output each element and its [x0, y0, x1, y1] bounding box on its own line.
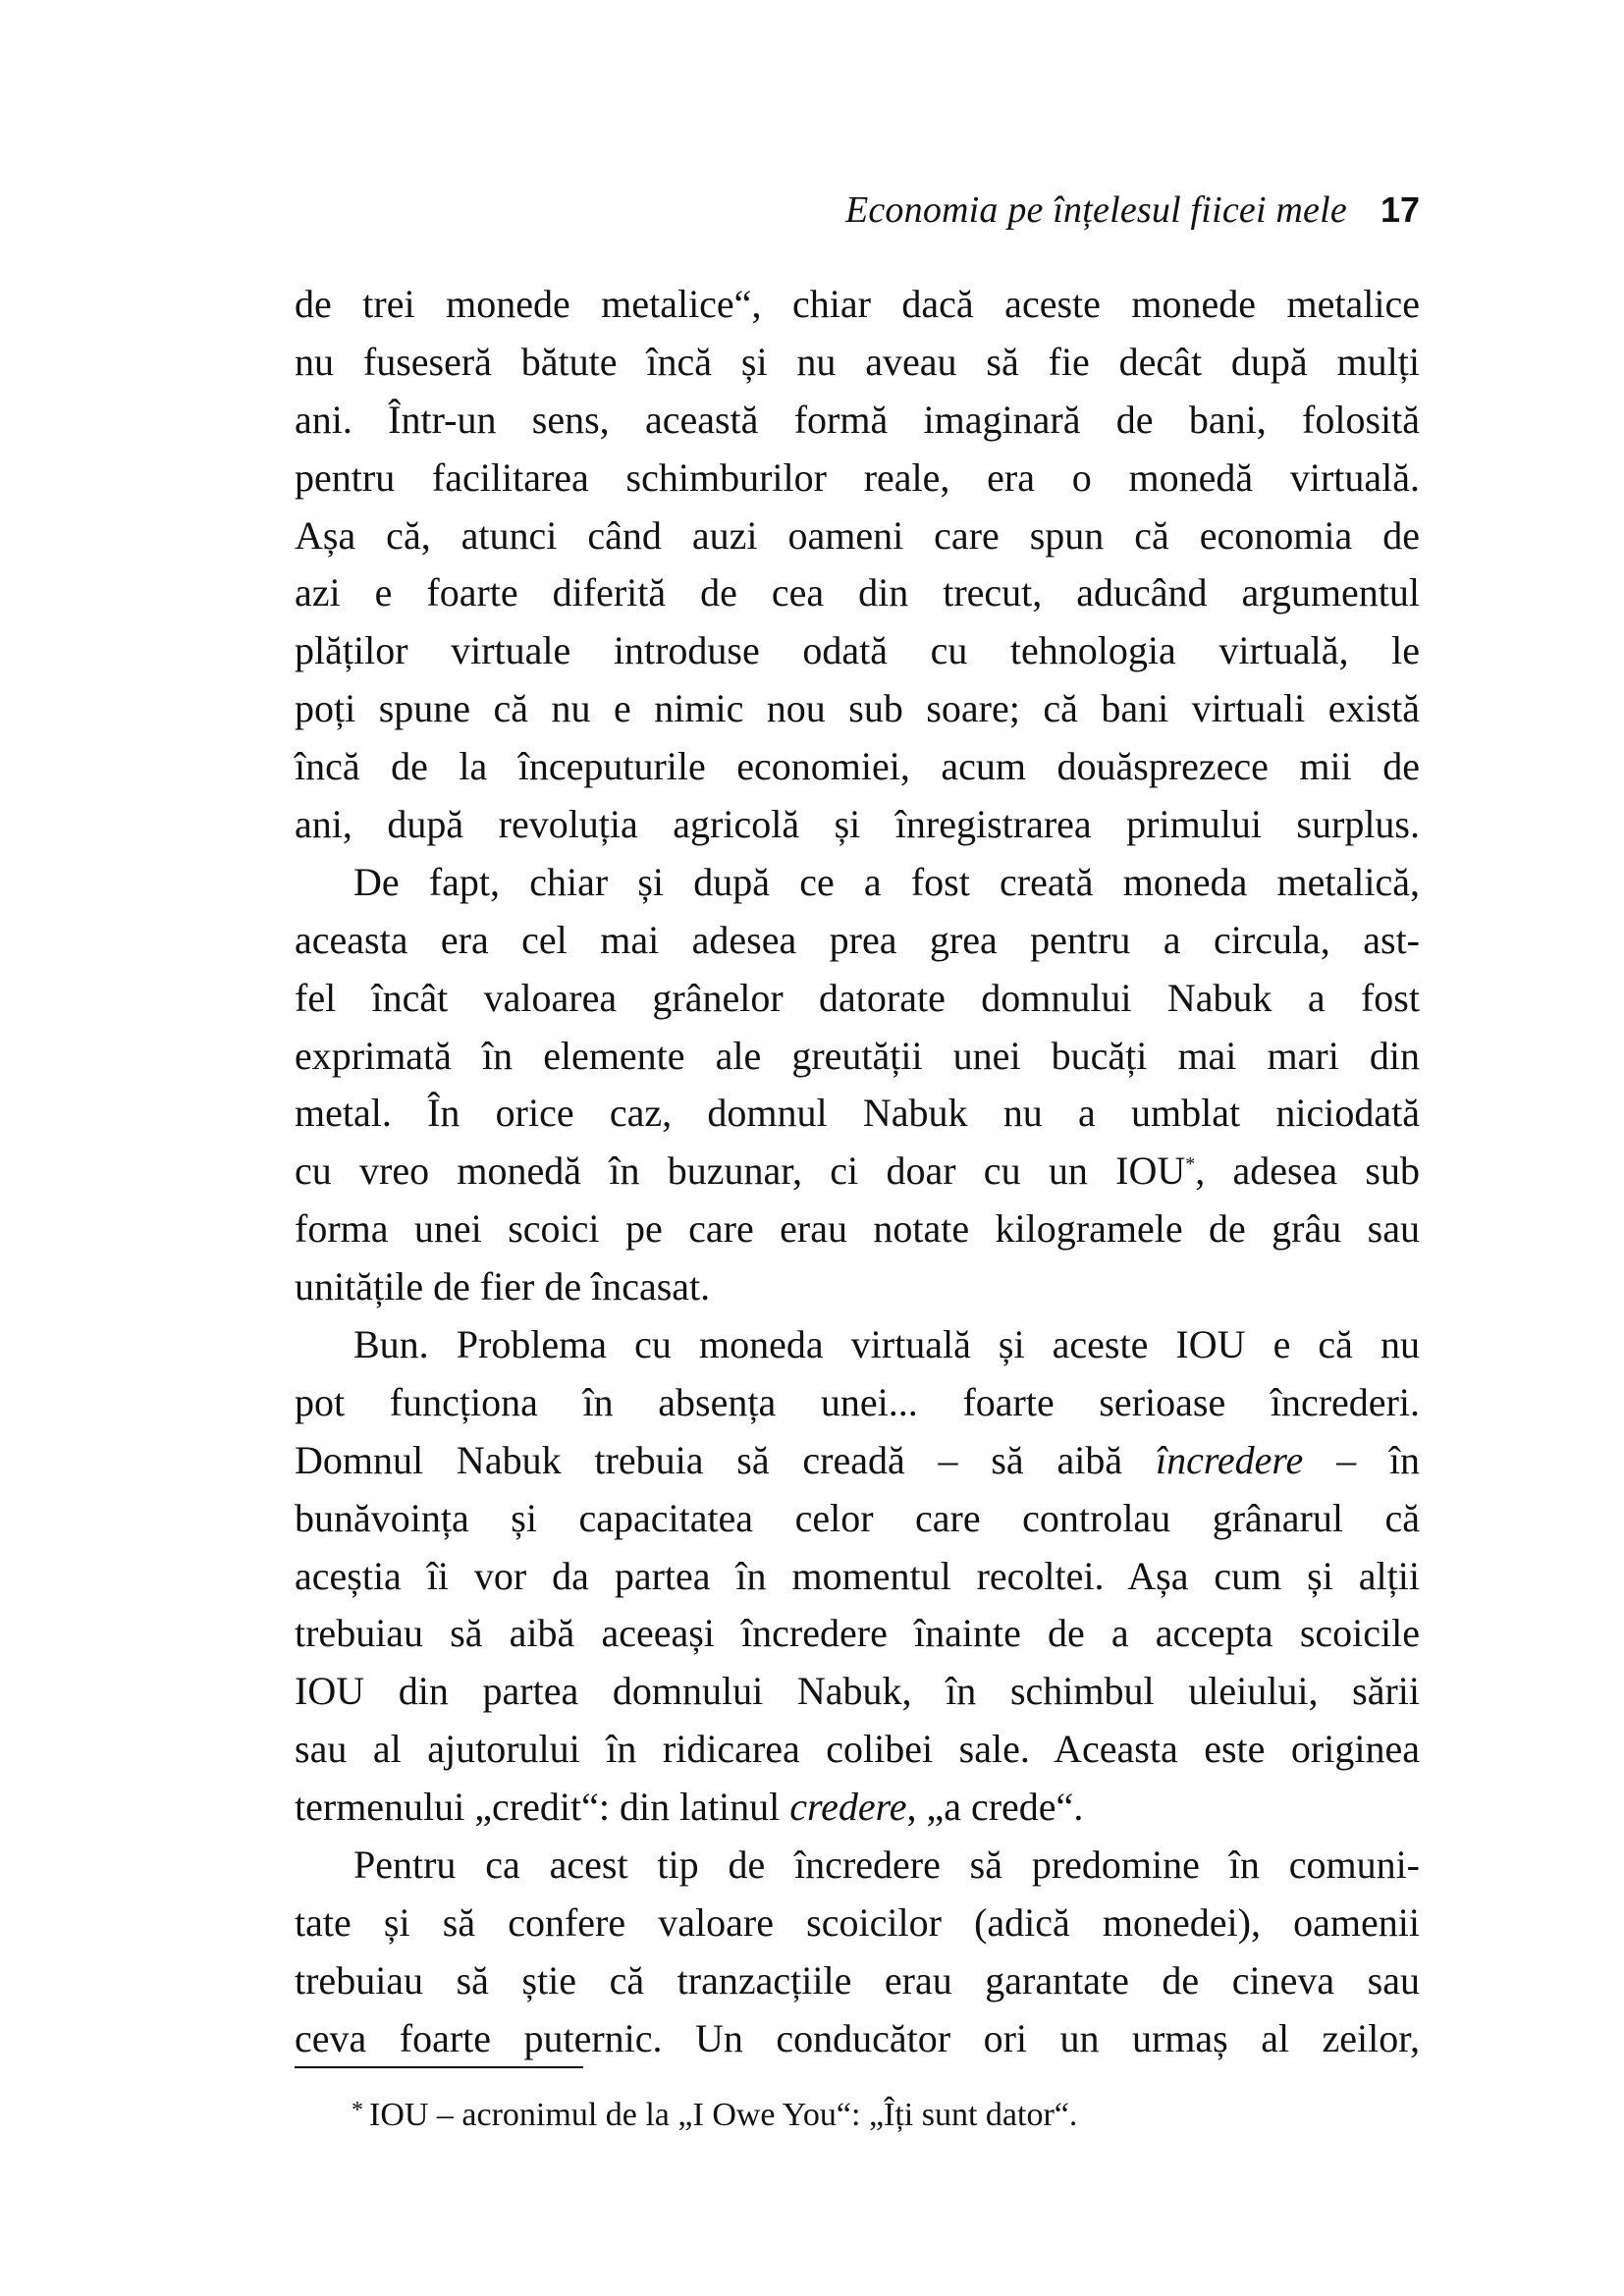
text-segment: , „a crede“. [906, 1785, 1084, 1830]
text-line: Bun. Problema cu moneda virtuală și aceste IOU e că nu [353, 1322, 1420, 1367]
text-line: încă de la începuturile economiei, acum douăsprezece mii de [295, 744, 1420, 789]
emphasis-text: credere [789, 1785, 907, 1830]
header-title: Economia pe înțelesul fiicei mele [844, 189, 1347, 231]
text-line: Pentru ca acest tip de încredere să predomine în comuni- [353, 1842, 1420, 1888]
text-line: aceasta era cel mai adesea prea grea pentru a circula, ast- [295, 917, 1420, 962]
text-line: poți spune că nu e nimic nou sub soare; că bani virtuali există [295, 686, 1420, 731]
text-line: plăților virtuale introduse odată cu tehnologia virtuală, le [295, 628, 1420, 673]
paragraph-3 [295, 1316, 1420, 1837]
running-header [295, 188, 1420, 232]
text-line: ani, după revoluția agricolă și înregistrarea primului surplus. [295, 802, 1420, 847]
text-segment: cu vreo monedă în buzunar, ci doar cu un IOU [295, 1148, 1186, 1194]
text-line: nu fuseseră bătute încă și nu aveau să fie decât după mulți [295, 339, 1420, 384]
footnote [352, 2089, 1077, 2137]
text-line: forma unei scoici pe care erau notate kilogramele de grâu sau [295, 1206, 1420, 1252]
text-line: De fapt, chiar și după ce a fost creată moneda metalică, [353, 859, 1420, 904]
text-segment: termenului „credit“: din latinul [295, 1785, 790, 1830]
paragraph-4 [295, 1837, 1420, 2068]
text-line: pot funcționa în absența unei... foarte serioase încrederi. [295, 1379, 1420, 1424]
footnote-divider [295, 2066, 583, 2068]
emphasis-text: încredere [1155, 1437, 1304, 1482]
text-line: fel încât valoarea grânelor datorate domnului Nabuk a fost [295, 975, 1420, 1020]
text-segment: – în [1303, 1437, 1420, 1482]
text-line: aceștia îi vor da partea în momentul recoltei. Așa cum și alții [295, 1553, 1420, 1598]
text-segment: , adesea sub [1195, 1148, 1420, 1194]
footnote-marker: * [352, 2098, 363, 2123]
text-line [295, 1432, 1420, 1490]
paragraph-2 [295, 854, 1420, 1316]
text-line: unitățile de fier de încasat. [295, 1264, 711, 1309]
page-number: 17 [1380, 189, 1420, 230]
body-text [295, 276, 1420, 2068]
text-line: ani. Într-un sens, această formă imaginară de bani, folosită [295, 397, 1420, 442]
text-line: bunăvoința și capacitatea celor care controlau grânarul că [295, 1495, 1420, 1540]
text-line: Așa că, atunci când auzi oameni care spun că economia de [295, 512, 1420, 558]
text-line: sau al ajutorului în ridicarea colibei sale. Aceasta este originea [295, 1727, 1420, 1772]
text-line: trebuiau să aibă aceeași încredere înainte de a accepta scoicile [295, 1611, 1420, 1656]
text-line: exprimată în elemente ale greutății unei bucăți mai mari din [295, 1033, 1420, 1078]
text-line: de trei monede metalice“, chiar dacă aceste monede metalice [295, 282, 1420, 326]
footnote-reference[interactable]: * [1185, 1153, 1196, 1176]
text-line: trebuiau să știe că tranzacțiile erau garantate de cineva sau [295, 1957, 1420, 2002]
text-line: IOU din partea domnului Nabuk, în schimbul uleiului, sării [295, 1669, 1420, 1714]
text-line [295, 1779, 1420, 1837]
text-line: ceva foarte puternic. Un conducător ori un urmaș al zeilor, [295, 2015, 1420, 2060]
text-line [295, 1143, 1420, 1201]
text-line: azi e foarte diferită de cea din trecut, aducând argumentul [295, 570, 1420, 615]
text-line: metal. În orice caz, domnul Nabuk nu a umblat niciodată [295, 1091, 1420, 1136]
footnote-text: IOU – acronimul de la „I Owe You“: „Îți sunt dator“. [369, 2097, 1078, 2133]
paragraph-1 [295, 276, 1420, 854]
text-line: tate și să confere valoare scoicilor (adică monedei), oamenii [295, 1899, 1420, 1945]
text-line: pentru facilitarea schimburilor reale, era o monedă virtuală. [295, 454, 1420, 500]
text-segment: Domnul Nabuk trebuia să creadă – să aibă [295, 1437, 1156, 1482]
